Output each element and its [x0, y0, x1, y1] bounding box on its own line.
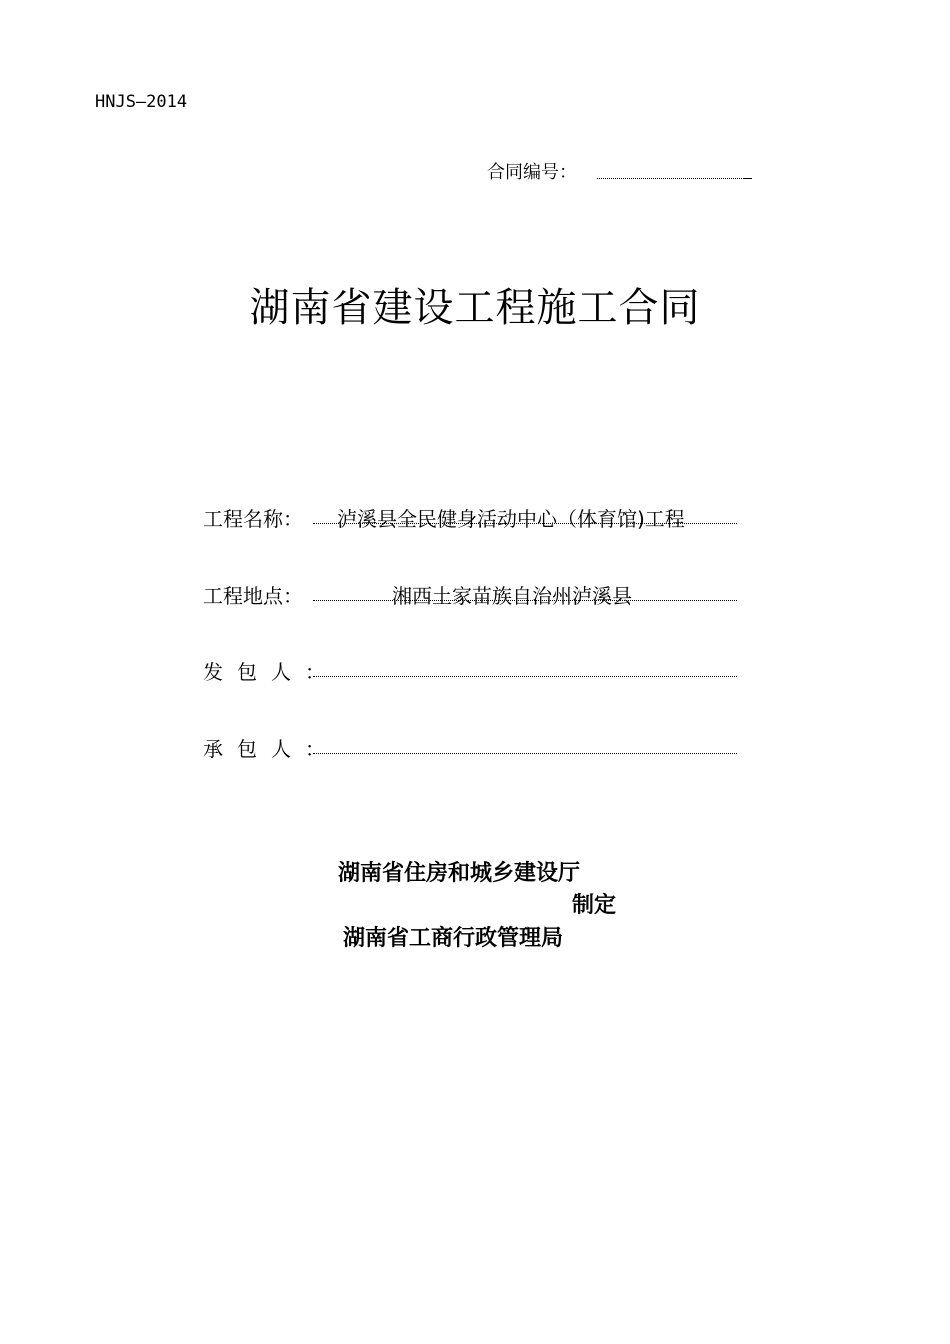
issuer-housing-department: 湖南省住房和城乡建设厅 — [338, 861, 581, 886]
contract-number-field[interactable] — [597, 178, 752, 179]
contractor-label: 承包人： — [203, 737, 339, 761]
contractor-field[interactable] — [313, 753, 737, 754]
issuer-commerce-bureau: 湖南省工商行政管理局 — [343, 926, 564, 951]
project-name-value: 泸溪县全民健身活动中心（体育馆)工程 — [337, 507, 685, 531]
document-title: 湖南省建设工程施工合同 — [249, 285, 701, 331]
employer-field[interactable] — [313, 676, 737, 677]
employer-label: 发包人： — [203, 660, 339, 684]
form-code: HNJS—2014 — [95, 92, 188, 112]
project-location-label: 工程地点： — [203, 584, 303, 608]
made-by-label: 制定 — [572, 893, 617, 918]
project-location-value: 湘西土家苗族自治州泸溪县 — [392, 584, 632, 608]
contract-number-label: 合同编号： — [487, 162, 577, 183]
project-name-label: 工程名称： — [203, 507, 303, 531]
